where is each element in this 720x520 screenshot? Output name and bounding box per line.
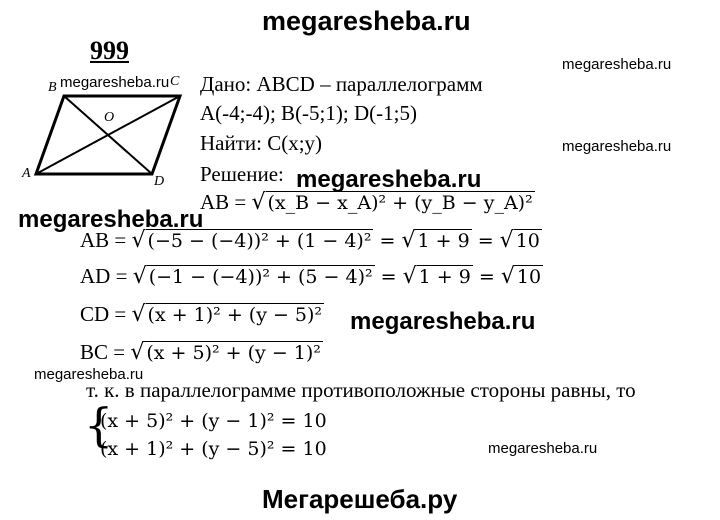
watermark: megaresheba.ru	[562, 56, 672, 73]
formula-bc-lhs: BC =	[80, 340, 131, 364]
sqrt-sign: √	[131, 228, 146, 253]
watermark: megaresheba.ru	[34, 366, 144, 383]
conclusion-text: т. к. в параллелограмме противоположные стороны равны, то	[86, 378, 636, 402]
watermark: megaresheba.ru	[296, 166, 482, 193]
formula-cd	[80, 302, 324, 327]
system-brace: {	[84, 398, 114, 452]
formula-ad-mid: 1 + 9	[418, 266, 471, 288]
formula-bc	[80, 340, 323, 365]
sqrt-sign: √	[132, 264, 147, 289]
sqrt-sign: √	[402, 264, 417, 289]
watermark: megaresheba.ru	[350, 308, 536, 335]
formula-ad-eq1: =	[374, 266, 403, 288]
formula-cd-radicand: (x + 1)² + (y − 5)²	[147, 304, 323, 326]
formula-ad-result: 10	[516, 266, 542, 288]
sqrt-sign: √	[500, 264, 515, 289]
vertex-label-b: B	[48, 80, 57, 95]
watermark: megaresheba.ru	[488, 440, 598, 457]
vertex-label-c: C	[170, 74, 180, 89]
footer-site-title: Мегарешеба.ру	[262, 484, 458, 514]
formula-ad-radicand: (−1 − (−4))² + (5 − 4)²	[148, 266, 373, 288]
vertex-label-d: D	[154, 174, 165, 189]
sqrt-sign: √	[401, 228, 416, 253]
formula-ad-lhs: AD =	[80, 264, 133, 288]
find-line: Найти: C(x;y)	[200, 131, 323, 155]
sqrt-sign: √	[131, 302, 146, 327]
sqrt-sign: √	[130, 340, 145, 365]
formula-ab-mid: 1 + 9	[417, 230, 470, 252]
formula-ab-general-radicand: (x_B − x_A)² + (y_B − y_A)²	[267, 192, 533, 214]
figure-watermark: megaresheba.ru	[60, 74, 170, 91]
diagonal-ac	[36, 96, 180, 174]
solution-label: Решение:	[200, 162, 284, 186]
formula-ab-eq2: =	[471, 230, 500, 252]
formula-cd-lhs: CD =	[80, 302, 132, 326]
sqrt-sign: √	[251, 190, 266, 215]
formula-ab-radicand: (−5 − (−4))² + (1 − 4)²	[147, 230, 372, 252]
given-line: Дано: ABCD – параллелограмм	[200, 72, 483, 96]
header-site-title: megaresheba.ru	[262, 6, 471, 36]
system-equation-1: (x + 5)² + (y − 1)² = 10	[100, 410, 327, 432]
vertex-label-a: A	[22, 166, 31, 181]
system-equation-2: (x + 1)² + (y − 5)² = 10	[100, 438, 327, 460]
formula-ab-result: 10	[515, 230, 540, 252]
center-label-o: O	[104, 110, 115, 125]
formula-ab-eq1: =	[373, 230, 402, 252]
formula-ab-general-lhs: AB =	[200, 190, 252, 214]
watermark: megaresheba.ru	[562, 138, 672, 155]
points-line: A(-4;-4); B(-5;1); D(-1;5)	[200, 101, 417, 125]
task-number: 999	[90, 36, 129, 65]
formula-ad	[80, 264, 543, 289]
watermark: megaresheba.ru	[18, 206, 204, 233]
formula-bc-radicand: (x + 5)² + (y − 1)²	[146, 342, 321, 364]
sqrt-sign: √	[499, 228, 514, 253]
formula-ab-lhs: AB =	[80, 228, 132, 252]
formula-ad-eq2: =	[472, 266, 501, 288]
